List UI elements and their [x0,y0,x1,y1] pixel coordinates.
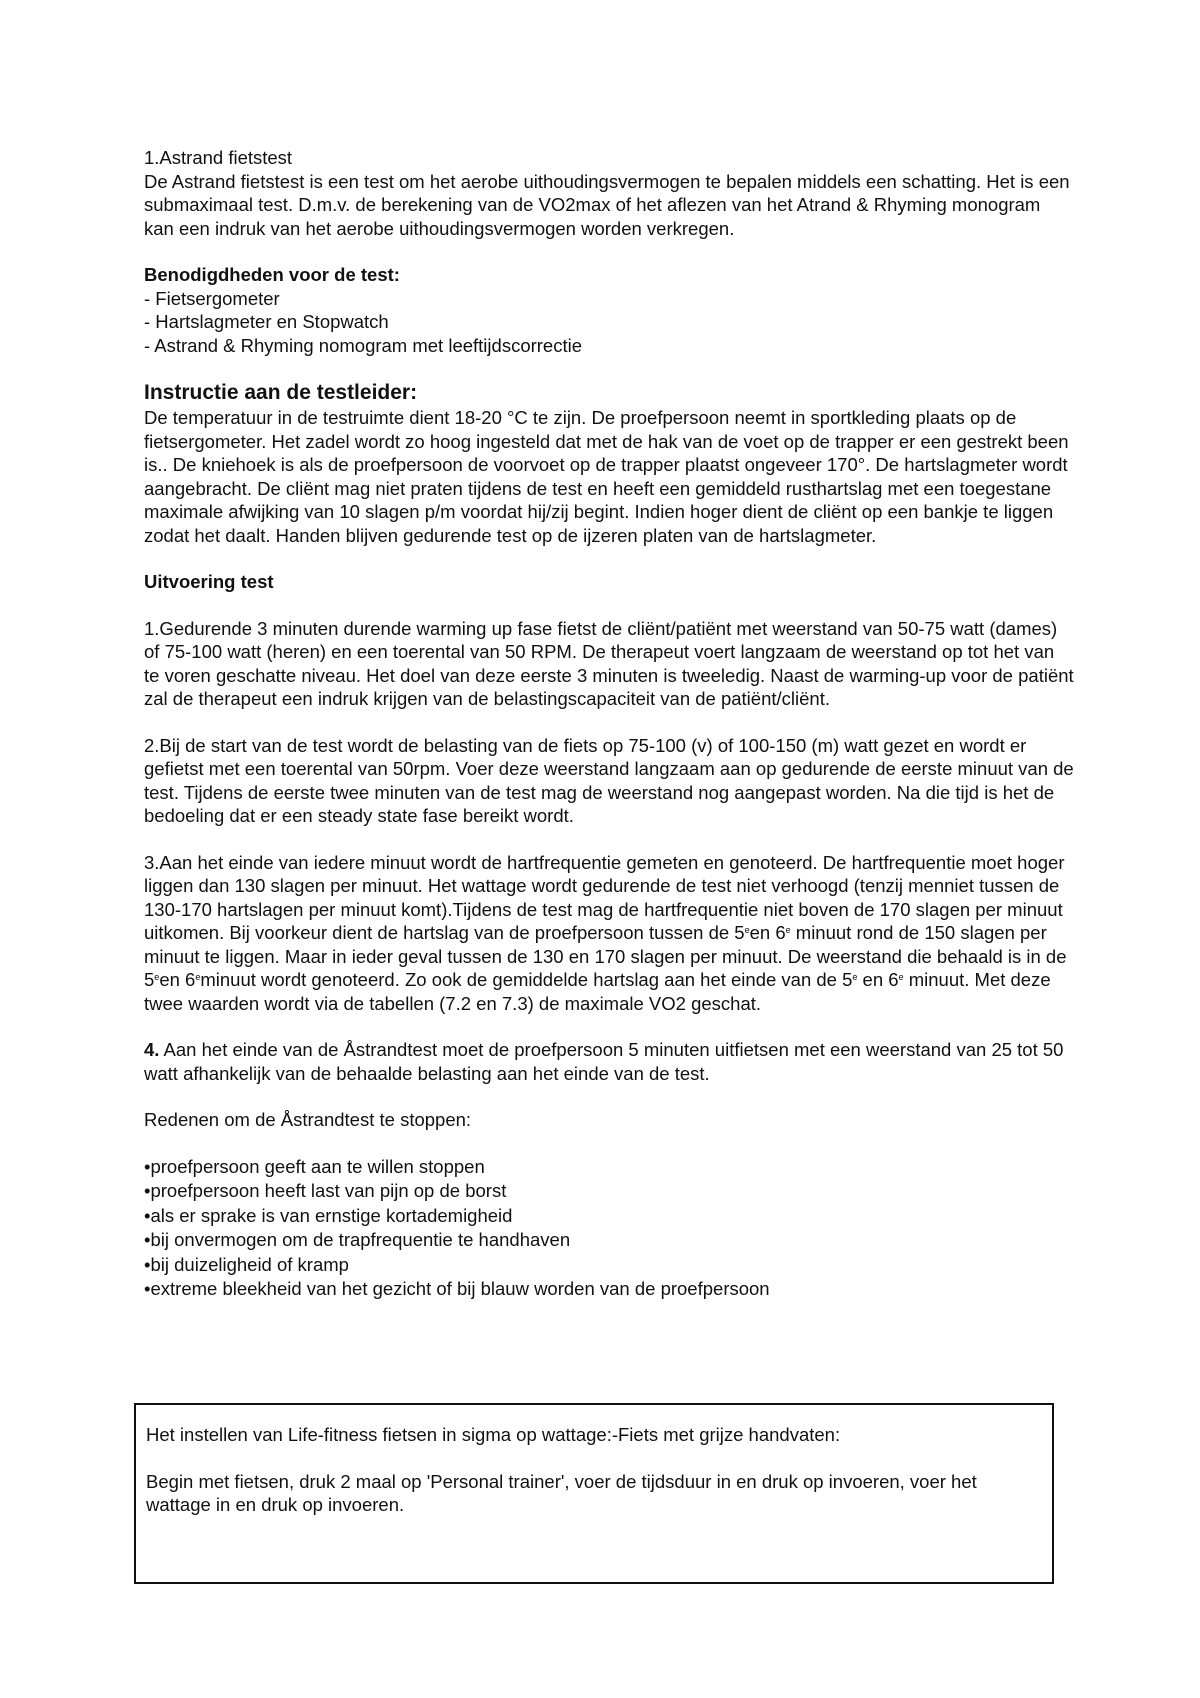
requirements-heading: Benodigdheden voor de test: [144,264,400,285]
box-line-1: Het instellen van Life-fitness fietsen in sigma op wattage:-Fiets met grijze handvaten: [146,1424,841,1445]
box-line-2: Begin met fietsen, druk 2 maal op 'Personal trainer', voer de tijdsduur in en druk op invoeren, voer het wattage in en druk op invoeren. [146,1470,977,1515]
intro-paragraph: De Astrand fietstest is een test om het aerobe uithoudingsvermogen te bepalen middels een schatting. Het is een submaximaal test. D.m.v. de berekening van de VO2max of het aflezen van het Atrand & Rhyming monogram kan een indruk van het aerobe uithoudingsvermogen worden verkregen. [144,170,1070,239]
execution-step-4: 4. Aan het einde van de Åstrandtest moet de proefpersoon 5 minuten uitfietsen met een weerstand van 25 tot 50 watt afhankelijk van de behaalde belasting aan het einde van de test. [144,1039,1064,1084]
requirement-item: - Hartslagmeter en Stopwatch [144,311,389,332]
instruction-box [134,1403,1054,1584]
execution-heading: Uitvoering test [144,571,274,592]
execution-step-2: 2.Bij de start van de test wordt de belasting van de fiets op 75-100 (v) of 100-150 (m) watt gezet en wordt er gefietst met een toerental van 50rpm. Voer deze weerstand langzaam aan op gedurende de eerste minuut van de test. Tijdens de eerste twee minuten van de test mag de weerstand nog aangepast worden. Na die tijd is het de bedoeling dat er een steady state fase bereikt wordt. [144,734,1074,826]
list-item: • als er sprake is van ernstige kortademigheid [144,1204,1074,1229]
requirement-item: - Fietsergometer [144,287,280,309]
section-title: 1.Astrand fietstest [144,147,293,168]
requirement-item: - Astrand & Rhyming nomogram met leeftijdscorrectie [144,334,583,356]
instruction-paragraph: De temperatuur in de testruimte dient 18-20 °C te zijn. De proefpersoon neemt in sportkleding plaats op de fietsergometer. Het zadel wordt zo hoog ingesteld dat met de hak van de voet op de trapper er een gestrekt been is.. De kniehoek is als de proefpersoon de voorvoet op de trapper plaatst ongeveer 170°. De hartslagmeter wordt aangebracht. De cliënt mag niet praten tijdens de test en heeft een gemiddeld rusthartslag met een toegestane maximale afwijking van 10 slagen p/m voordat hij/zij begint. Indien hoger dient de cliënt op een bankje te liggen zodat het daalt. Handen blijven gedurende test op de ijzeren platen van de hartslagmeter. [144,407,1069,546]
list-item: • bij onvermogen om de trapfrequentie te handhaven [144,1228,1074,1253]
list-item: • bij duizeligheid of kramp [144,1253,1074,1278]
execution-step-1: 1.Gedurende 3 minuten durende warming up fase fietst de cliënt/patiënt met weerstand van 50-75 watt (dames) of 75-100 watt (heren) en een toerental van 50 RPM. De therapeut voert langzaam de weerstand op tot het van te voren geschatte niveau. Het doel van deze eerste 3 minuten is tweeledig. Naast de warming-up voor de patiënt zal de therapeut een indruk krijgen van de belastingscapaciteit van de patiënt/cliënt. [144,617,1074,709]
document-body [144,146,1074,1302]
instruction-heading: Instructie aan de testleider: [144,381,418,404]
list-item: • proefpersoon geeft aan te willen stoppen [144,1155,1074,1180]
stop-reasons-list [144,1155,1074,1302]
stop-reasons-heading: Redenen om de Åstrandtest te stoppen: [144,1109,472,1130]
list-item: • proefpersoon heeft last van pijn op de borst [144,1179,1074,1204]
list-item: • extreme bleekheid van het gezicht of bij blauw worden van de proefpersoon [144,1277,1074,1302]
execution-step-3: 3.Aan het einde van iedere minuut wordt de hartfrequentie gemeten en genoteerd. De hartfrequentie moet hoger liggen dan 130 slagen per minuut. Het wattage wordt gedurende de test niet verhoogd (tenzij menniet tussen de 130-170 hartslagen per minuut komt).Tijdens de test mag de hartfrequentie niet boven de 170 slagen per minuut uitkomen. Bij voorkeur dient de hartslag van de proefpersoon tussen de 5een 6e minuut rond de 150 slagen per minuut te liggen. Maar in ieder geval tussen de 130 en 170 slagen per minuut. De weerstand die behaald is in de 5een 6eminuut wordt genoteerd. Zo ook de gemiddelde hartslag aan het einde van de 5e en 6e minuut. Met deze twee waarden wordt via de tabellen (7.2 en 7.3) de maximale VO2 geschat. [144,851,1067,1014]
